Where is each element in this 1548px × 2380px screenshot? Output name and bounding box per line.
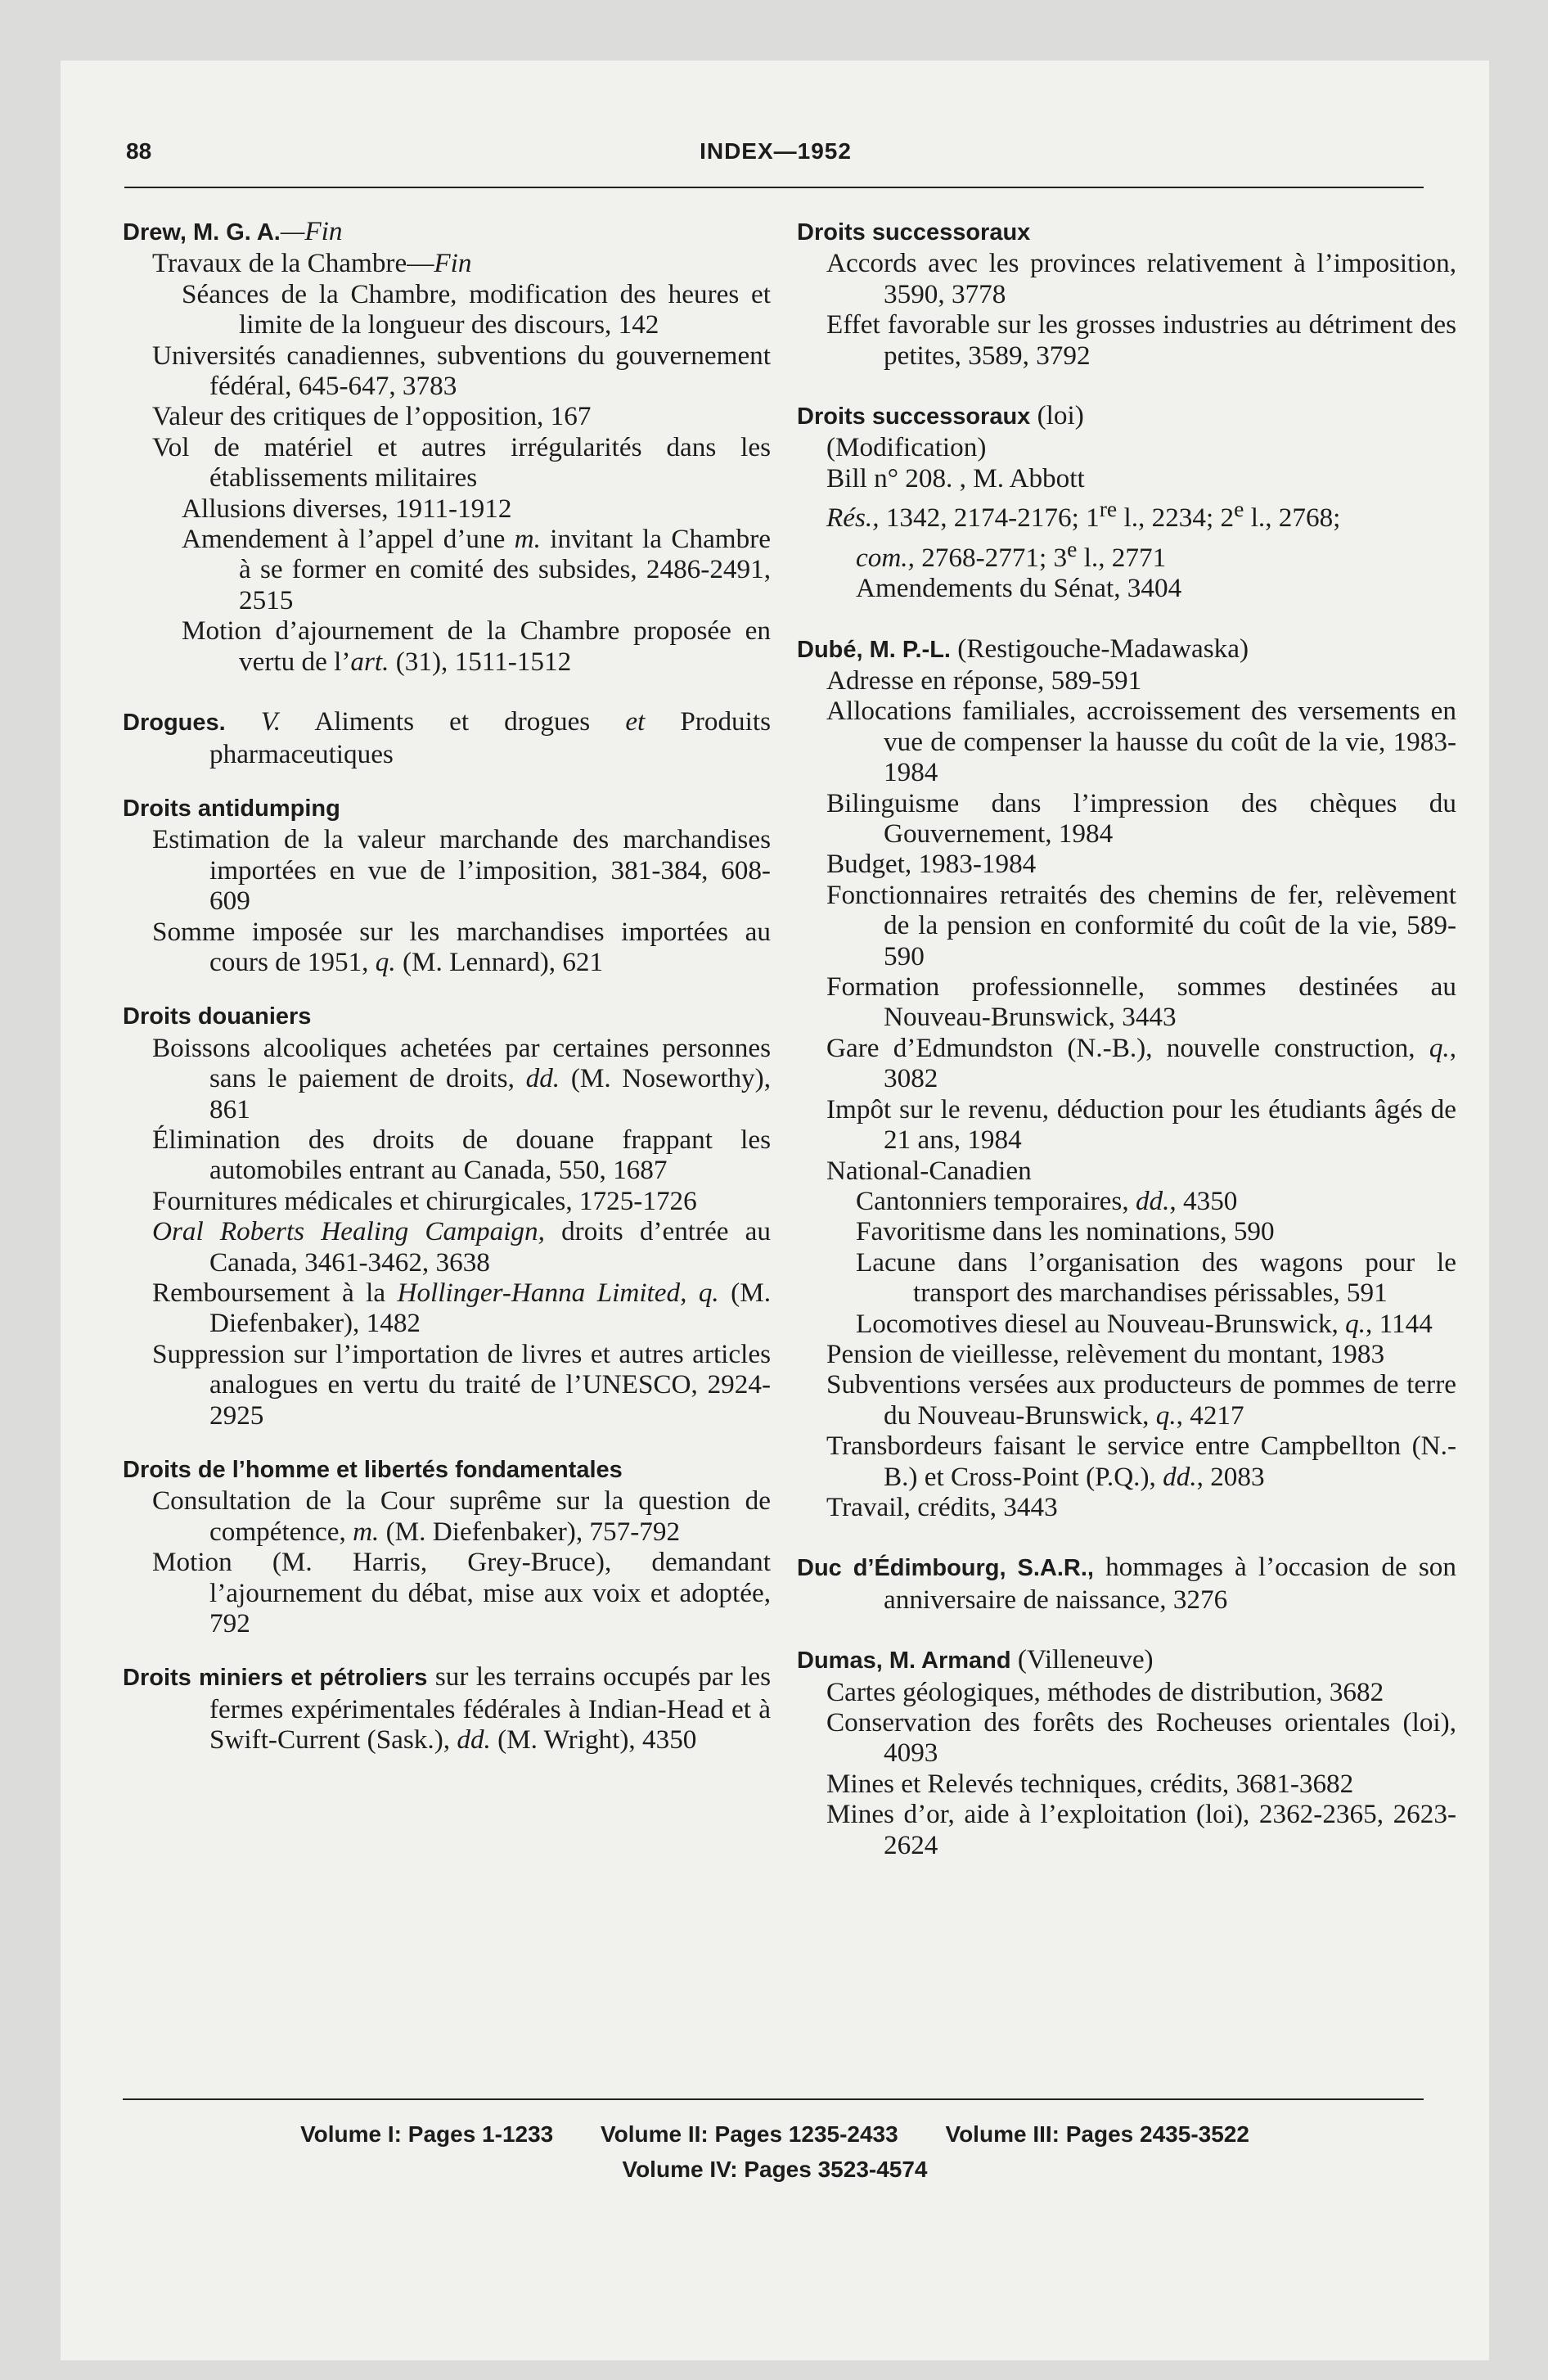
text-run: Subventions versées aux producteurs de pommes de terre du Nouveau-Brunswick, xyxy=(826,1369,1456,1431)
entry-heading xyxy=(123,792,771,824)
text-run: , 2083 xyxy=(1196,1461,1265,1492)
text-run: Gare d’Edmundston (N.-B.), nouvelle construction, xyxy=(826,1032,1429,1063)
sub-entry: Allusions diverses, 1911-1912 xyxy=(182,493,512,524)
text-run: (M. Diefenbaker), 757-792 xyxy=(379,1516,681,1547)
text-run: droits d’entrée au Canada, 3461-3462, 3638 xyxy=(209,1216,772,1278)
footer-line-2 xyxy=(61,2152,1489,2187)
sub-entry: Bill n° 208. , M. Abbott xyxy=(826,462,1085,494)
text-run: (M. Diefenbaker), 1482 xyxy=(209,1278,772,1339)
index-entry-drogues xyxy=(123,706,771,769)
entry-heading xyxy=(123,706,771,769)
page-title: INDEX—1952 xyxy=(700,138,852,164)
italic-abbrev: com., xyxy=(856,542,915,573)
volume-3: Volume III: Pages 2435-3522 xyxy=(945,2121,1249,2147)
headword: Drogues. xyxy=(123,710,226,737)
text-run: (M. Lennard), 621 xyxy=(395,946,604,977)
footer-line-1 xyxy=(61,2116,1489,2152)
italic-abbrev: m. xyxy=(353,1516,380,1547)
text-run: , 1144 xyxy=(1366,1308,1433,1339)
index-page xyxy=(61,61,1489,2360)
entry-heading xyxy=(123,1454,771,1485)
text-run: , 4350 xyxy=(1169,1185,1238,1216)
text-run: , 4217 xyxy=(1176,1400,1244,1431)
sub-entry xyxy=(797,1431,1456,1492)
subheading-suffix: Fin xyxy=(434,248,472,279)
subheading-text: Travaux de la Chambre— xyxy=(152,248,434,279)
italic-abbrev: q. xyxy=(1345,1308,1366,1339)
sub-entry xyxy=(797,1033,1456,1094)
index-entry-duc xyxy=(797,1552,1456,1615)
sub-entry xyxy=(123,1033,771,1125)
volume-2: Volume II: Pages 1235-2433 xyxy=(601,2121,898,2147)
italic-abbrev: dd. xyxy=(457,1724,491,1756)
italic-abbrev: q. xyxy=(1429,1032,1450,1063)
italic-abbrev: dd. xyxy=(525,1063,560,1094)
index-entry-successoraux xyxy=(797,216,1456,371)
headword: Drew, M. G. A. xyxy=(123,219,281,246)
subheading xyxy=(123,248,771,278)
sub-entry: Mines et Relevés techniques, crédits, 3681-3682 xyxy=(826,1768,1354,1799)
text-run: 2768-2771; 3 xyxy=(914,542,1068,573)
text-run: Remboursement à la xyxy=(152,1278,398,1308)
running-header xyxy=(126,138,1425,179)
text-run: , 3082 xyxy=(884,1032,1456,1094)
sub-entry: Valeur des critiques de l’opposition, 167 xyxy=(152,401,592,432)
italic-word: et xyxy=(625,706,646,737)
superscript: e xyxy=(1234,496,1244,522)
index-entry-miniers xyxy=(123,1661,771,1755)
sub-sub-entry xyxy=(797,1186,1456,1216)
sub-entry: Suppression sur l’importation de livres et autres articles analogues en vertu du traité de l’UNESCO, 2924-2925 xyxy=(152,1338,771,1431)
text-run: (M. Wright), 4350 xyxy=(490,1724,697,1756)
text-run: hommages à l’occasion de son anniversaire de naissance, 3276 xyxy=(884,1552,1456,1615)
text-run: Amendement à l’appel d’une xyxy=(182,524,515,555)
sub-entry: Budget, 1983-1984 xyxy=(826,849,1037,880)
entry-heading xyxy=(797,633,1456,665)
footer-rule xyxy=(123,2098,1424,2100)
italic-abbrev: q. xyxy=(1155,1400,1177,1431)
headword-suffix: —Fin xyxy=(280,216,343,246)
text-run: sur les terrains occupés par les fermes expérimentales fédérales à Indian-Head et à Swift-Current (Sask.), xyxy=(209,1661,771,1756)
entry-heading xyxy=(797,1552,1456,1615)
sub-entry: (Modification) xyxy=(826,432,987,463)
header-rule xyxy=(124,187,1424,188)
volume-footer xyxy=(61,2116,1489,2187)
headword: Droits successoraux xyxy=(797,403,1031,430)
superscript: re xyxy=(1099,496,1118,522)
sub-entry xyxy=(123,1278,771,1339)
italic-abbrev: q. xyxy=(375,946,396,977)
sub-entry: Fournitures médicales et chirurgicales, 1725-1726 xyxy=(152,1185,697,1216)
sub-entry: Estimation de la valeur marchande des marchandises importées en vue de l’imposition, 381-384, 608-609 xyxy=(152,824,771,917)
entry-heading xyxy=(123,216,771,248)
text-run: Cantonniers temporaires, xyxy=(856,1185,1136,1216)
headword: Droits successoraux xyxy=(797,219,1031,246)
volume-4: Volume IV: Pages 3523-4574 xyxy=(622,2157,928,2182)
text-run: Somme imposée sur les marchandises importées au cours de 1951, xyxy=(152,916,771,977)
sub-sub-entry: Lacune dans l’organisation des wagons pour le transport des marchandises périssables, 591 xyxy=(856,1246,1456,1309)
text-run: Locomotives diesel au Nouveau-Brunswick, xyxy=(856,1308,1346,1339)
text-run: Aliments et drogues xyxy=(281,706,626,737)
sub-entry xyxy=(123,615,771,677)
text-run: (31), 1511-1512 xyxy=(389,646,572,677)
entry-heading xyxy=(797,216,1456,248)
sub-entry: Effet favorable sur les grosses industries au détriment des petites, 3589, 3792 xyxy=(826,309,1456,371)
index-entry-drew xyxy=(123,216,771,677)
headword: Droits antidumping xyxy=(123,795,340,822)
sub-entry xyxy=(797,494,1456,533)
italic-abbrev: dd. xyxy=(1163,1461,1197,1492)
text-run: l., 2771 xyxy=(1077,542,1167,573)
sub-entry: Élimination des droits de douane frappant les automobiles entrant au Canada, 550, 1687 xyxy=(152,1124,771,1186)
text-run: Motion d’ajournement de la Chambre proposée en vertu de l’ xyxy=(182,615,771,677)
text-run: invitant la Chambre à se former en comité des subsides, 2486-2491, 2515 xyxy=(239,524,771,615)
volume-1: Volume I: Pages 1-1233 xyxy=(300,2121,554,2147)
sub-entry: Allocations familiales, accroissement des versements en vue de compenser la hausse du coût de la vie, 1983-1984 xyxy=(826,696,1456,788)
text-run: Transbordeurs faisant le service entre Campbellton (N.-B.) et Cross-Point (P.Q.), xyxy=(826,1431,1456,1492)
sub-entry: Vol de matériel et autres irrégularités dans les établissements militaires xyxy=(152,431,771,494)
sub-entry xyxy=(797,534,1456,573)
entry-heading xyxy=(123,1661,771,1755)
index-entry-dube xyxy=(797,633,1456,1523)
entry-heading xyxy=(123,1000,771,1032)
headword: Dumas, M. Armand xyxy=(797,1648,1011,1675)
headword: Droits miniers et pétroliers xyxy=(123,1665,428,1692)
italic-abbrev: art. xyxy=(350,646,389,677)
sub-entry: Formation professionnelle, sommes destinées au Nouveau-Brunswick, 3443 xyxy=(826,971,1456,1033)
text-run: l., 2768; xyxy=(1244,503,1341,534)
headword: Duc d’Édimbourg, S.A.R., xyxy=(797,1555,1094,1582)
text-run: (Villeneuve) xyxy=(1010,1644,1154,1675)
italic-abbrev: m. xyxy=(514,524,541,555)
sub-sub-entry xyxy=(797,1309,1456,1339)
sub-entry: Travail, crédits, 3443 xyxy=(826,1491,1058,1522)
sub-sub-entry: Favoritisme dans les nominations, 590 xyxy=(856,1216,1275,1247)
text-run: (Restigouche-Madawaska) xyxy=(950,633,1249,664)
sub-entry: Fonctionnaires retraités des chemins de fer, relèvement de la pension en conformité du coût de la vie, 589-590 xyxy=(826,879,1456,971)
sub-entry: Amendements du Sénat, 3404 xyxy=(856,573,1182,604)
index-entry-douaniers xyxy=(123,1000,771,1431)
text-run: Produits pharmaceutiques xyxy=(209,706,772,769)
entry-heading xyxy=(797,1644,1456,1676)
text-run: Boissons alcooliques achetées par certaines personnes sans le paiement de droits, xyxy=(152,1032,771,1094)
italic-title: Hollinger-Hanna Limited, q. xyxy=(397,1278,719,1308)
index-entry-antidumping xyxy=(123,792,771,977)
text-run: Consultation de la Cour suprême sur la question de compétence, xyxy=(152,1485,771,1547)
sub-entry xyxy=(123,1216,771,1278)
index-entry-homme xyxy=(123,1454,771,1639)
headword: Dubé, M. P.-L. xyxy=(797,636,951,663)
sub-entry xyxy=(123,1485,771,1547)
italic-abbrev: Rés., xyxy=(826,503,880,534)
italic-title: Oral Roberts Healing Campaign, xyxy=(152,1216,545,1247)
italic-abbrev: dd. xyxy=(1135,1185,1170,1216)
index-entry-dumas xyxy=(797,1644,1456,1860)
superscript: e xyxy=(1067,535,1078,561)
sub-entry: Bilinguisme dans l’impression des chèques du Gouvernement, 1984 xyxy=(826,787,1456,850)
sub-entry: Motion (M. Harris, Grey-Bruce), demandant l’ajournement du débat, mise aux voix et adoptée, 792 xyxy=(152,1547,771,1639)
sub-entry xyxy=(123,524,771,615)
sub-entry: Impôt sur le revenu, déduction pour les étudiants âgés de 21 ans, 1984 xyxy=(826,1093,1456,1156)
sub-entry: Universités canadiennes, subventions du gouvernement fédéral, 645-647, 3783 xyxy=(152,340,771,402)
sub-entry: Conservation des forêts des Rocheuses orientales (loi), 4093 xyxy=(826,1707,1456,1769)
sub-entry: National-Canadien xyxy=(826,1155,1032,1186)
page-number: 88 xyxy=(126,138,152,164)
headword: Droits de l’homme et libertés fondamentales xyxy=(123,1457,623,1484)
text-run: 1342, 2174-2176; 1 xyxy=(879,503,1100,534)
entry-heading xyxy=(797,400,1456,432)
index-entry-successoraux-loi xyxy=(797,400,1456,604)
headword: Droits douaniers xyxy=(123,1003,312,1030)
italic-abbrev: V. xyxy=(260,706,281,737)
sub-entry: Adresse en réponse, 589-591 xyxy=(826,665,1142,696)
sub-entry: Mines d’or, aide à l’exploitation (loi), 2362-2365, 2623-2624 xyxy=(826,1799,1456,1860)
sub-entry: Pension de vieillesse, relèvement du montant, 1983 xyxy=(826,1338,1385,1369)
sub-entry: Accords avec les provinces relativement à l’imposition, 3590, 3778 xyxy=(826,248,1456,309)
text-run: (loi) xyxy=(1030,400,1084,431)
left-column xyxy=(123,216,771,1778)
text-run: (M. Noseworthy), 861 xyxy=(209,1063,771,1125)
sub-entry xyxy=(797,1369,1456,1431)
text-run: l., 2234; 2 xyxy=(1117,503,1235,534)
sub-entry: Séances de la Chambre, modification des heures et limite de la longueur des discours, 142 xyxy=(182,278,771,340)
right-column xyxy=(797,216,1456,1883)
sub-entry: Cartes géologiques, méthodes de distribution, 3682 xyxy=(826,1676,1384,1707)
sub-entry xyxy=(123,917,771,978)
